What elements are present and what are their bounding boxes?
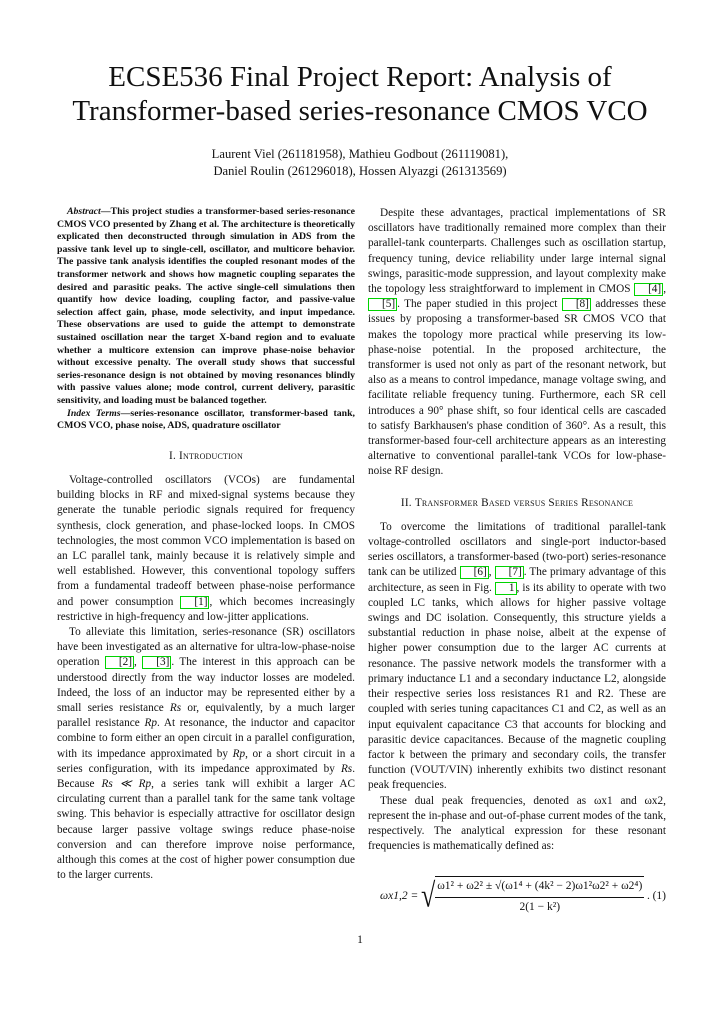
authors-line-1: Laurent Viel (261181958), Mathieu Godbout (261119081), bbox=[211, 147, 509, 161]
section2-paragraph-2: These dual peak frequencies, denoted as ωx1 and ωx2, represent the in-phase and out-of-phase current modes of the tank, respectively. The analytical expression for these resonant frequencies is mathematically defined as: bbox=[368, 794, 667, 853]
radical-sign: √ bbox=[420, 876, 436, 915]
author-list bbox=[60, 146, 660, 180]
equation-number: (1) bbox=[652, 889, 666, 902]
authors-line-2: Daniel Roulin (261296018), Hossen Alyazgi (261313569) bbox=[213, 164, 507, 178]
section2-paragraph-1: To overcome the limitations of traditional parallel-tank voltage-controlled oscillators and single-port inductor-based series oscillators, a transformer-based (two-port) series-resonance tank can be utilized [6] , [7] . The primary advantage of this architecture, as seen in Fig. 1 , is its ability to operate with two coupled LC tanks, which allows for higher passive voltage swings and DC isolation. Consequently, this structure yields a substantial reduction in phase noise, albeit at the expense of higher power consumption due to the larger AC currents at resonance. The passive network models the transformer with a primary inductance L1 and a secondary inductance L2, alongside their respective series loss resistances R1 and R2. These are coupled with series tuning capacitances C1 and C2, as well as an input equivalent capacitance C3 that accounts for blocking and parasitic device capacitances. Because of the magnetic coupling factor k between the primary and secondary coils, the transfer function (VOUT/VIN) inherently exhibits two distinct resonant peak frequencies. bbox=[368, 520, 667, 792]
figure-1-link[interactable]: 1 bbox=[495, 582, 517, 595]
citation-3[interactable]: [3] bbox=[142, 656, 171, 669]
left-column bbox=[57, 206, 355, 883]
section-heading-transformer: II. Transformer Based versus Series Resonance bbox=[400, 496, 634, 509]
right-column bbox=[368, 206, 666, 916]
index-terms-label: Index Terms bbox=[67, 407, 121, 419]
citation-8[interactable]: [8] bbox=[562, 298, 591, 311]
abstract-label: Abstract bbox=[67, 206, 101, 217]
citation-7[interactable]: [7] bbox=[495, 566, 524, 579]
intro-paragraph-1: Voltage-controlled oscillators (VCOs) are fundamental building blocks in RF and mixed-signal systems because they generate the tunable periodic signals required for frequency synthesis, clock generation, and phase-locked loops. In CMOS technologies, the most common VCO implementation is based on an LC parallel tank, mainly because it is relatively simple and well established. However, this conventional topology suffers from a fundamental tradeoff between phase-noise performance and power consumption [1] , which becomes increasingly restrictive in high-frequency and low-jitter applications. bbox=[57, 473, 355, 623]
equation-denominator: 2(1 − k²) bbox=[519, 900, 561, 913]
abstract bbox=[57, 206, 355, 408]
citation-6[interactable]: [6] bbox=[460, 566, 489, 579]
citation-4[interactable]: [4] bbox=[634, 283, 663, 296]
right-paragraph-1: Despite these advantages, practical implementations of SR oscillators have traditionally remained more complex than their parallel-tank counterparts. Challenges such as oscillation startup, frequency tuning, device reliability under large internal signal swings, parasitic-mode suppression, and layout complexity make the topology less straightforward to implement in CMOS [4] , [5] . The paper studied in this project [8] addresses these issues by proposing a transformer-based SR CMOS VCO that makes the topology more practical while preserving its low-phase-noise potential. In the proposed architecture, the transformer is used not only as part of the resonant network, but also as a means to control impedance, manage voltage swing, and facilitate reliable frequency tuning. Furthermore, each SR cell introduces a 90° phase shift, so four identical cells are cascaded to satisfy Barkhausen's phase condition of 360°. As a result, this transformer-based four-cell architecture appears as an interesting alternative to conventional parallel-tank VCOs for low-phase-noise RF design. bbox=[368, 207, 666, 478]
citation-2[interactable]: [2] bbox=[105, 656, 134, 669]
equation-sqrt bbox=[421, 876, 644, 916]
index-terms-text: —series-resonance oscillator, transformer-based tank, CMOS VCO, phase noise, ADS, quadrature oscillator bbox=[57, 407, 355, 432]
citation-5[interactable]: [5] bbox=[368, 298, 397, 311]
equation-lhs: ωx1,2 = bbox=[380, 889, 419, 902]
index-terms bbox=[57, 408, 355, 433]
equation-1: ωx1,2 = √ $\frac{\text{ω1² + ω2² ± √(ω1⁴ + (4k² − 2)ω1²ω2² + ω2⁴)}}{\text{2(1 − k²)}}$ . (1) bbox=[368, 876, 666, 916]
equation-numerator: ω1² + ω2² ± √(ω1⁴ + (4k² − 2)ω1²ω2² + ω2⁴) bbox=[435, 879, 644, 897]
page-number: 1 bbox=[357, 934, 363, 946]
citation-1[interactable]: [1] bbox=[180, 596, 209, 609]
paper-title: ECSE536 Final Project Report: Analysis of Transformer-based series-resonance CMOS VCO bbox=[72, 61, 648, 127]
section-heading-introduction: I. Introduction bbox=[169, 449, 243, 462]
intro-paragraph-2: To alleviate this limitation, series-resonance (SR) oscillators have been investigated as an alternative for ultra-low-phase-noise operation [2] , [3] . The interest in this approach can be understood directly from the way inductor losses are modeled. Indeed, the loss of an inductor may be represented either by a small series resistance Rs or, equivalently, by a much larger parallel resistance Rp. At resonance, the inductor and capacitor combine to form either an open circuit in a parallel configuration, with its impedance approximated by Rp, or a short circuit in a series configuration, with its impedance approximated by Rs. Because Rs ≪ Rp, a series tank will exhibit a larger AC circulating current than a parallel tank for the same tank voltage swing. This behavior is especially attractive for oscillator design because larger passive voltage swings reduce phase-noise conversion and can therefore improve noise performance, although this comes at the cost of higher power consumption due to the larger currents. bbox=[57, 625, 356, 882]
abstract-text: —This project studies a transformer-based series-resonance CMOS VCO presented by Zhang et al. The architecture is theoretically explicated then deconstructed through simulation in ADS from the passive tank level up to single-cell, oscillator, and multicore behavior. The passive tank analysis identifies the coupled resonant modes of the transformer network and shows how magnetic coupling separates the desired and parasitic peaks. The active single-cell simulations then quantify how device loading, coupling factor, and passive-value selection affect gain, phase, mode selectivity, and input impedance. These observations are used to guide the attempt to demonstrate sustained oscillation near the target X-band region and to evaluate whether a multicore extension can improve phase-noise behavior without excessive penalty. The overall study shows that successful series-resonance design is not obtained by moving resonances blindly with passive values alone; mode control, current delivery, parasitic sensitivity, and loading must be balanced together. bbox=[57, 206, 355, 406]
